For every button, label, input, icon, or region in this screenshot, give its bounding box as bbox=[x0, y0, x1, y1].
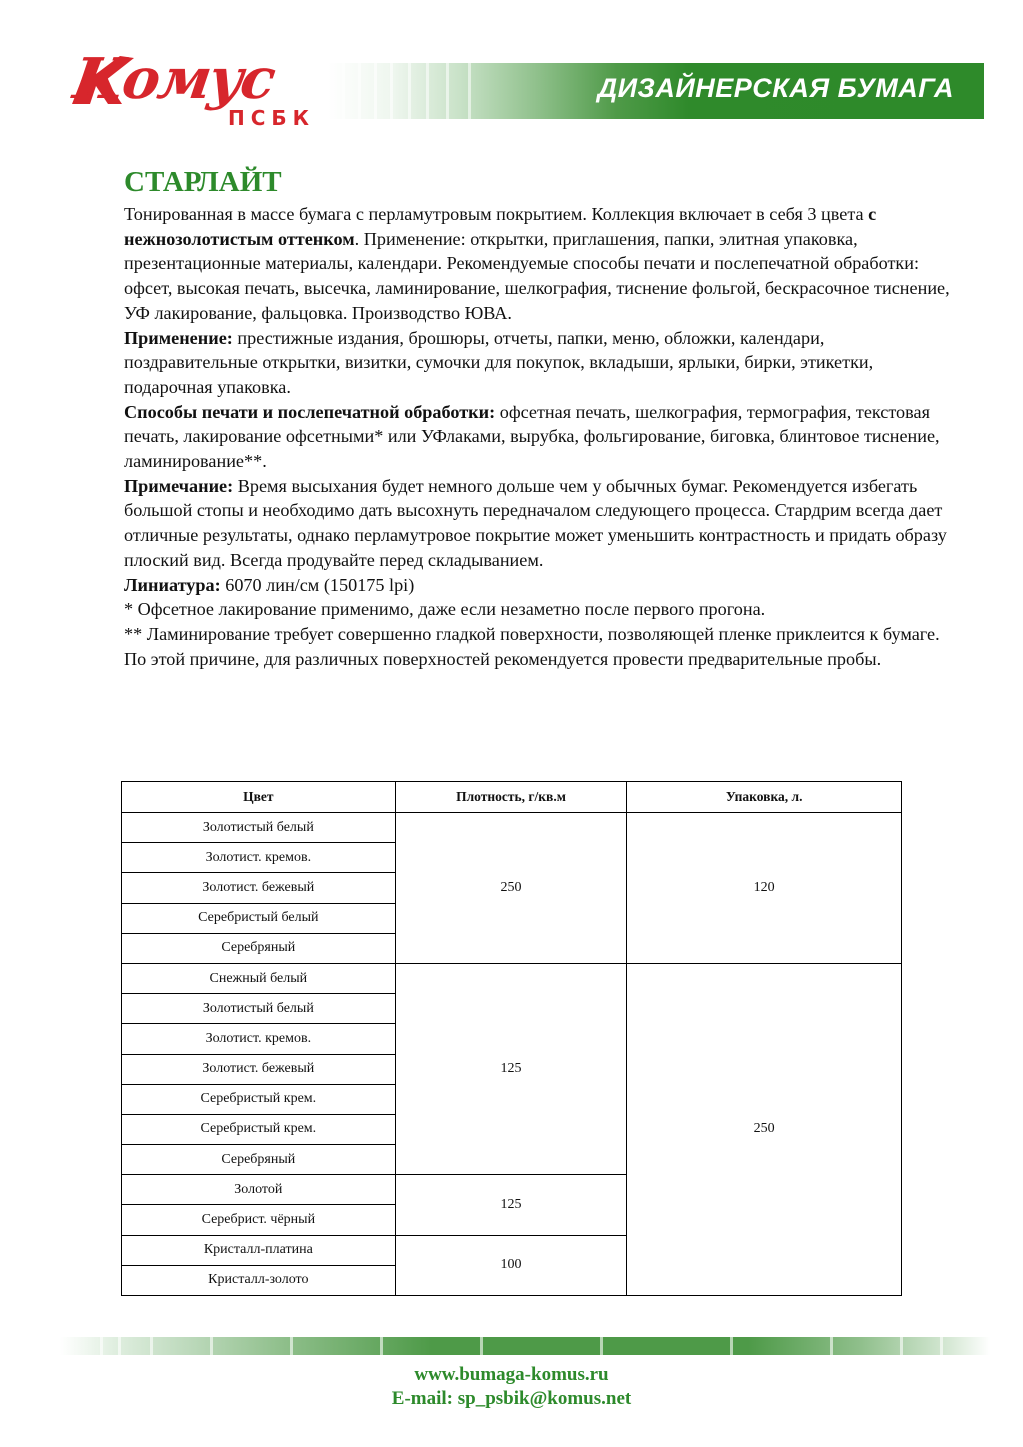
color-cell: Золотистый белый bbox=[122, 813, 396, 843]
density-cell: 125 bbox=[395, 963, 627, 1174]
printing-label: Способы печати и послепечатной обработки: bbox=[124, 401, 496, 422]
footnote-3: По этой причине, для различных поверхностей рекомендуется провести предварительные пробы. bbox=[124, 648, 882, 669]
color-cell: Серебряный bbox=[122, 1145, 396, 1175]
website-link[interactable]: www.bumaga-komus.ru bbox=[414, 1364, 609, 1385]
density-cell: 125 bbox=[395, 1175, 627, 1235]
color-cell: Серебряный bbox=[122, 933, 396, 963]
printing-text: офсетная печать, шелкография, термография, текстовая печать, лакирование офсетными* или УФлаками, вырубка, фольгирование, биговка, блинтовое тиснение, ламинирование**. bbox=[124, 401, 940, 472]
application-label: Применение: bbox=[124, 327, 233, 348]
application-text: престижные издания, брошюры, отчеты, папки, меню, обложки, календари, поздравительные открытки, визитки, сумочки для покупок, вкладыши, ярлыки, бирки, этикетки, подарочная упаковка. bbox=[124, 327, 874, 397]
color-cell: Снежный белый bbox=[122, 963, 396, 993]
color-cell: Золотист. бежевый bbox=[122, 1054, 396, 1084]
note-text: Время высыхания будет немного дольше чем у обычных бумаг. Рекомендуется избегать большой стопы и необходимо дать высохнуть передначалом следующего процесса. Стардрим всегда дает отличные результаты, однако перламутровое покрытие может уменьшить контрастность и придать образу плоский вид. Всегда продувайте перед складыванием. bbox=[124, 475, 947, 570]
intro-text-end: . Применение: открытки, приглашения, папки, элитная упаковка, презентационные материалы, календари. Рекомендуемые способы печати и послепечатной обработки: офсет, высокая печать, высечка, ламинирование, шелкография, тиснение фольгой, бескрасочное тиснение, УФ лакирование, фальцовка. Производство ЮВА. bbox=[124, 228, 950, 323]
density-cell: 250 bbox=[395, 813, 627, 964]
product-description bbox=[124, 202, 954, 671]
color-cell: Серебристый крем. bbox=[122, 1084, 396, 1114]
logo-wordmark: Комус bbox=[69, 46, 278, 112]
footnote-1: * Офсетное лакирование применимо, даже если незаметно после первого прогона. bbox=[124, 599, 766, 620]
pack-cell: 120 bbox=[627, 813, 902, 964]
footnote-2: ** Ламинирование требует совершенно гладкой поверхности, позволяющей пленке приклеится к бумаге. bbox=[124, 623, 940, 644]
table-row bbox=[122, 813, 902, 843]
density-cell: 100 bbox=[395, 1235, 627, 1295]
product-title: СТАРЛАЙТ bbox=[124, 166, 282, 198]
color-cell: Кристалл-золото bbox=[122, 1265, 396, 1295]
banner-stripes bbox=[328, 63, 488, 119]
product-table bbox=[121, 781, 902, 1296]
footer-decorative-bar bbox=[60, 1337, 990, 1355]
color-cell: Серебристый белый bbox=[122, 903, 396, 933]
page-header bbox=[0, 0, 1023, 140]
header-color: Цвет bbox=[122, 782, 396, 813]
header-pack: Упаковка, л. bbox=[627, 782, 902, 813]
color-cell: Золотист. кремов. bbox=[122, 843, 396, 873]
note-label: Примечание: bbox=[124, 475, 234, 496]
lineature-label: Линиатура: bbox=[124, 574, 221, 595]
lineature-text: 6070 лин/см (150175 lpi) bbox=[220, 574, 415, 595]
intro-text-start: Тонированная в массе бумага с перламутровым покрытием. Коллекция включает в себя 3 цвета bbox=[124, 204, 869, 224]
table-header-row bbox=[122, 782, 902, 813]
color-cell: Золотистый белый bbox=[122, 994, 396, 1024]
color-cell: Серебристый крем. bbox=[122, 1114, 396, 1144]
table-row bbox=[122, 963, 902, 993]
header-banner bbox=[328, 63, 984, 119]
footer-contacts bbox=[0, 1363, 1023, 1411]
email-link[interactable]: E-mail: sp_psbik@komus.net bbox=[391, 1388, 632, 1409]
color-cell: Золотист. кремов. bbox=[122, 1024, 396, 1054]
lineature-paragraph bbox=[124, 573, 954, 598]
application-paragraph bbox=[124, 326, 954, 400]
color-cell: Золотой bbox=[122, 1175, 396, 1205]
color-cell: Серебрист. чёрный bbox=[122, 1205, 396, 1235]
intro-text-bold: с нежнозолотистым оттенком bbox=[124, 204, 877, 249]
color-cell: Золотист. бежевый bbox=[122, 873, 396, 903]
header-density: Плотность, г/кв.м bbox=[395, 782, 627, 813]
printing-paragraph bbox=[124, 400, 954, 474]
color-cell: Кристалл-платина bbox=[122, 1235, 396, 1265]
note-paragraph bbox=[124, 474, 954, 573]
intro-paragraph bbox=[124, 202, 954, 326]
komus-logo bbox=[68, 44, 324, 130]
pack-cell: 250 bbox=[627, 963, 902, 1295]
logo-subtitle: ПСБК bbox=[228, 106, 316, 130]
banner-title: ДИЗАЙНЕРСКАЯ БУМАГА bbox=[597, 73, 954, 103]
